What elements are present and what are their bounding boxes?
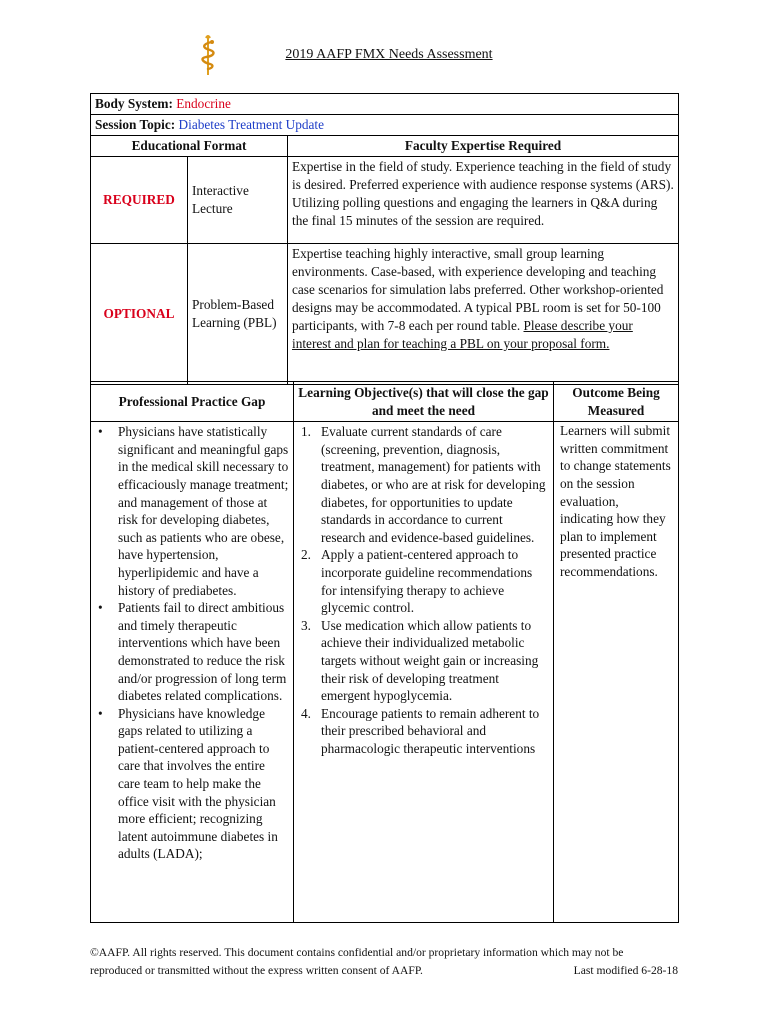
format-table [90, 93, 679, 385]
last-modified: Last modified 6-28-18 [573, 963, 678, 977]
session-topic-value: Diabetes Treatment Update [178, 117, 325, 132]
objective-text: Apply a patient-centered approach to incorporate guideline recommendations for intensifying therapy to achieve glycemic control. [321, 547, 533, 616]
objective-text: Evaluate current standards of care (screening, prevention, diagnosis, treatment, management) for patients with diabetes, or who are at risk for developing diabetes, for opportunities to update standards in accordance to current research and evidence-based guidelines. [321, 424, 546, 545]
document-title: 2019 AAFP FMX Needs Assessment [285, 47, 493, 62]
learning-objectives-cell [294, 422, 554, 923]
session-topic-label: Session Topic: [95, 117, 176, 132]
faculty-expertise-header: Faculty Expertise Required [288, 136, 679, 157]
gap-text: Patients fail to direct ambitious and timely therapeutic interventions which have been demonstrated to reduce the risk and/or progression of long term diabetes related complications. [118, 600, 287, 704]
list-item: 1. Evaluate current standards of care (screening, prevention, diagnosis, treatment, management) for patients with diabetes, or who are at risk for developing diabetes, for opportunities to update standards in accordance to current research and evidence-based guidelines. [301, 424, 546, 545]
outcome-header: Outcome Being Measured [554, 382, 679, 422]
format-row-required [91, 157, 679, 244]
level-required: REQUIRED [91, 157, 188, 244]
outcome-cell: Learners will submit written commitment to change statements on the session evaluation, indicating how they plan to implement presented practice recommendations. [554, 422, 679, 923]
level-optional: OPTIONAL [91, 244, 188, 385]
session-topic-row [91, 115, 679, 136]
format-interactive-lecture: Interactive Lecture [188, 157, 288, 244]
gap-header-row [91, 382, 679, 422]
learning-objectives-header: Learning Objective(s) that will close the gap and meet the need [294, 382, 554, 422]
educational-format-header: Educational Format [91, 136, 288, 157]
practice-gap-cell [91, 422, 294, 923]
body-system-label: Body System: [95, 96, 173, 111]
expertise-optional-text: Expertise teaching highly interactive, small group learning environments. Case-based, with experience developing and teaching case scenarios for simulation labs preferred. Other workshop-oriented designs may be accommodated. A typical PBL room is set for 50-100 participants, with 7-8 each per round table. [292, 246, 664, 333]
expertise-optional [288, 244, 679, 385]
list-item: • Physicians have statistically significant and meaningful gaps in the medical skill necessary to efficaciously manage treatment; and management of those at risk for developing diabetes, such as patients who are obese, have hypertension, hyperlipidemic and have a history of prediabetes. [98, 424, 289, 598]
body-system-value: Endocrine [176, 96, 231, 111]
gap-text: Physicians have knowledge gaps related to utilizing a patient-centered approach to care that involves the entire care team to help make the office visit with the physician more efficient; recognizing latent autoimmune diabetes in adults (LADA); [118, 705, 278, 862]
expertise-required: Expertise in the field of study. Experience teaching in the field of study is desired. Preferred experience with audience response systems (ARS). Utilizing polling questions and engaging the learners in Q&A during the final 15 minutes of the session are required. [288, 157, 679, 244]
list-item: 4. Encourage patients to remain adherent to their prescribed behavioral and pharmacologic therapeutic interventions [301, 705, 540, 756]
practice-gap-list [92, 423, 292, 865]
format-pbl: Problem-Based Learning (PBL) [188, 244, 288, 385]
practice-gap-header: Professional Practice Gap [91, 382, 294, 422]
pbl-proposal-note: Please describe your interest and plan for teaching a PBL on your proposal form. [292, 318, 633, 351]
objective-list [295, 423, 552, 759]
body-system-row [91, 94, 679, 115]
objective-text: Use medication which allow patients to achieve their individualized metabolic targets without weight gain or increasing their risk of developing treatment emergent hypoglycemia. [321, 617, 539, 704]
list-item: • Patients fail to direct ambitious and timely therapeutic interventions which have been demonstrated to reduce the risk and/or progression of long term diabetes related complications. [98, 600, 287, 704]
objective-text: Encourage patients to remain adherent to their prescribed behavioral and pharmacologic therapeutic interventions [321, 705, 540, 756]
copyright-notice: ©AAFP. All rights reserved. This document contains confidential and/or proprietary information which may not be reproduced or transmitted without the express written consent of AAFP. [90, 946, 624, 977]
gap-text: Physicians have statistically significant and meaningful gaps in the medical skill necessary to efficaciously manage treatment; and management of those at risk for developing diabetes, such as patients who are obese, have hypertension, hyperlipidemic and have a history of prediabetes. [118, 424, 289, 598]
footer [90, 944, 678, 979]
gap-content-row [91, 422, 679, 923]
list-item: • Physicians have knowledge gaps related to utilizing a patient-centered approach to care that involves the entire care team to help make the office visit with the physician more efficient; recognizing latent autoimmune diabetes in adults (LADA); [98, 705, 278, 862]
list-item: 2. Apply a patient-centered approach to incorporate guideline recommendations for intensifying therapy to achieve glycemic control. [301, 547, 533, 616]
list-item: 3. Use medication which allow patients to achieve their individualized metabolic targets without weight gain or increasing their risk of developing treatment emergent hypoglycemia. [301, 617, 539, 704]
format-row-optional [91, 244, 679, 385]
gap-table [90, 381, 679, 923]
format-header-row [91, 136, 679, 157]
